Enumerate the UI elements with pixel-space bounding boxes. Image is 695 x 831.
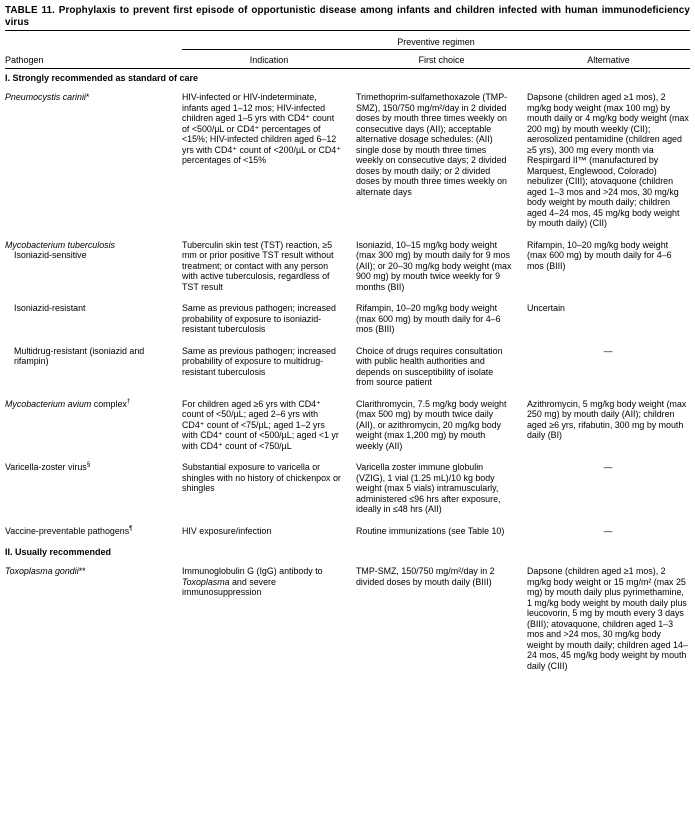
text-segment: Clarithromycin, 7.5 mg/kg body weight (max 500 mg) by mouth twice daily (AII), or azithromycin, 20 mg/kg body weight (max 1,200 mg) by mouth weekly (AII) [356, 398, 507, 451]
first-choice-cell [356, 526, 527, 537]
text-segment: Vaccine-preventable pathogens [5, 525, 130, 536]
text-segment: Tuberculin skin test (TST) reaction, ≥5 mm or prior positive TST result without treatment; or contact with any person with active tuberculosis, regardless of TST result [182, 239, 334, 292]
text-segment: Uncertain [527, 303, 565, 314]
alternative-cell [527, 526, 690, 537]
text-segment: Choice of drugs requires consultation with public health authorities and depends on susceptibility of isolate from source patient [356, 345, 503, 388]
text-segment: Dapsone (children aged ≥1 mos), 2 mg/kg body weight or 15 mg/m² (max 25 mg) by mouth daily plus pyrimethamine, 1 mg/kg body weight by mouth daily plus leucovorin, 5 mg by mouth every 3 days (BIII); atovaquone, children aged 1–3 mos and >24 mos, 30 mg/kg body weight by mouth daily; children aged 14–24 mos, 45 mg/kg body weight by mouth daily (CIII) [527, 566, 688, 671]
text-segment: HIV exposure/infection [182, 525, 272, 536]
text-segment: Isoniazid, 10–15 mg/kg body weight (max 300 mg) by mouth daily for 9 mos (AII); or 20–30 mg/kg body weight (max 900 mg) by mouth twice weekly for 9 months (BII) [356, 239, 512, 292]
italic-text: Pneumocystis carinii [5, 92, 86, 103]
pathogen-name [5, 399, 174, 410]
text-segment: Dapsone (children aged ≥1 mos), 2 mg/kg body weight (max 100 mg) by mouth daily or 4 mg/kg body weight (max 200 mg) by mouth weekly (CII); aerosolized pentamidine (children aged ≥5 yrs), 300 mg every month via Respirgard II™ (manufactured by Marquest, Englewood, Colorado) nebulizer (CIII); atovaquone (children aged 1–3 mos and >24 mos, 30 mg/kg body weight by mouth daily; children aged 4–24 mos, 45 mg/kg body weight by mouth daily) (CII) [527, 92, 689, 229]
first-choice-cell [356, 566, 527, 671]
text-segment: Routine immunizations (see Table 10) [356, 525, 505, 536]
footnote-marker: † [126, 397, 131, 405]
pathogen-subtype [5, 250, 174, 261]
indication-cell [182, 462, 356, 515]
first-choice-cell [356, 240, 527, 293]
text-segment: Rifampin, 10–20 mg/kg body weight (max 600 mg) by mouth daily for 4–6 mos (BIII) [356, 303, 501, 335]
text-segment: complex [91, 398, 127, 409]
pathogen-name [5, 92, 174, 103]
text-segment: Isoniazid-resistant [14, 303, 86, 314]
text-segment: Azithromycin, 5 mg/kg body weight (max 250 mg) by mouth daily (AII); children aged ≥6 yrs, rifabutin, 300 mg by mouth daily (BI) [527, 398, 687, 441]
italic-text: Mycobacterium avium [5, 398, 92, 409]
pathogen-name [5, 462, 174, 473]
indication-cell [182, 240, 356, 293]
text-segment: Varicella zoster immune globulin (VZIG), 1 vial (1.25 mL)/10 kg body weight (max 5 vials) intramuscularly, administered ≤96 hrs after exposure, ideally in ≤48 hrs (AII) [356, 462, 501, 515]
text-segment: HIV-infected or HIV-indeterminate, infants aged 1–12 mos; HIV-infected children aged 1–5 yrs with CD4⁺ count of <500/µL or CD4⁺ percentages of <15%; HIV-infected children aged 6–12 yrs with CD4⁺ count of <200/µL or CD4⁺ percentages of <15% [182, 92, 341, 166]
pathogen-cell [5, 462, 182, 515]
text-segment: Trimethoprim-sulfamethoxazole (TMP-SMZ), 150/750 mg/m²/day in 2 divided doses by mouth three times weekly on consecutive days (AII); acceptable alternative dosage schedules: (AII) single dose by mouth three times weekly on consecutive days; 2 divided doses by mouth daily; or 2 divided doses by mouth three times weekly on alternate days [356, 92, 508, 197]
pathogen-cell [5, 566, 182, 671]
text-segment: Same as previous pathogen; increased probability of exposure to isoniazid-resistant tuberculosis [182, 303, 336, 335]
pathogen-cell [5, 526, 182, 537]
text-segment: and severe immunosuppression [182, 576, 276, 598]
footnote-marker: ¶ [129, 524, 133, 532]
pathogen-name [5, 566, 174, 577]
indication-cell [182, 303, 356, 335]
alternative-cell [527, 92, 690, 229]
first-choice-cell [356, 462, 527, 515]
column-header-indication: Indication [249, 55, 289, 66]
alternative-cell [527, 462, 690, 515]
alternative-cell [527, 346, 690, 388]
pathogen-subtype [5, 346, 174, 367]
table-title: TABLE 11. Prophylaxis to prevent first episode of opportunistic disease among infants and children infected with human immunodeficiency virus [5, 5, 690, 28]
pathogen-cell [5, 346, 182, 388]
alternative-cell [527, 399, 690, 452]
column-header-alternative: Alternative [587, 55, 630, 66]
first-choice-cell [356, 303, 527, 335]
first-choice-cell [356, 346, 527, 388]
alternative-cell [527, 303, 690, 335]
text-segment: ** [78, 566, 86, 577]
text-segment: Isoniazid-sensitive [14, 250, 87, 261]
preventive-regimen-group-header: Preventive regimen [182, 31, 690, 50]
alternative-cell [527, 240, 690, 293]
footnote-marker: § [86, 461, 91, 469]
italic-text: Toxoplasma gondii [5, 566, 79, 577]
indication-cell [182, 92, 356, 229]
table-row [5, 462, 690, 515]
pathogen-name [5, 526, 174, 537]
indication-cell [182, 399, 356, 452]
text-segment: — [603, 525, 613, 536]
text-segment: For children aged ≥6 yrs with CD4⁺ count of <50/µL; aged 2–6 yrs with CD4⁺ count of <75/µL; aged 1–2 yrs with CD4⁺ count of <500/µL; aged <1 yr with CD4⁺ count of <750/µL [182, 398, 339, 451]
first-choice-cell [356, 92, 527, 229]
pathogen-cell [5, 92, 182, 229]
header-divider [5, 68, 690, 69]
pathogen-name [5, 240, 174, 251]
pathogen-cell [5, 303, 182, 335]
text-segment: Immunoglobulin G (IgG) antibody to [182, 566, 323, 577]
first-choice-cell [356, 399, 527, 452]
text-segment: — [603, 345, 613, 356]
table-header-group [5, 31, 690, 50]
text-segment: * [85, 92, 90, 103]
table-row [5, 566, 690, 671]
indication-cell [182, 346, 356, 388]
section-heading: I. Strongly recommended as standard of care [5, 73, 199, 84]
alternative-cell [527, 566, 690, 671]
pathogen-cell [5, 399, 182, 452]
column-header-row [5, 50, 690, 68]
table-row [5, 240, 690, 293]
text-segment: Same as previous pathogen; increased probability of exposure to multidrug-resistant tuberculosis [182, 345, 336, 377]
text-segment: TMP-SMZ, 150/750 mg/m²/day in 2 divided doses by mouth daily (BIII) [356, 566, 495, 587]
text-segment: Multidrug-resistant (isoniazid and rifampin) [14, 345, 145, 367]
table-row [5, 399, 690, 452]
pathogen-subtype [5, 303, 174, 314]
table-body [5, 73, 690, 671]
table-row [5, 526, 690, 537]
indication-cell [182, 566, 356, 671]
text-segment: Substantial exposure to varicella or shingles with no history of chickenpox or shingles [182, 462, 341, 494]
column-header-pathogen: Pathogen [5, 55, 44, 66]
section-heading: II. Usually recommended [5, 547, 112, 558]
text-segment: Rifampin, 10–20 mg/kg body weight (max 600 mg) by mouth daily for 4–6 mos (BIII) [527, 239, 672, 271]
pathogen-cell [5, 240, 182, 293]
table-row [5, 92, 690, 229]
table-row [5, 346, 690, 388]
table-row [5, 303, 690, 335]
italic-text: Toxoplasma [182, 576, 230, 587]
italic-text: Mycobacterium tuberculosis [5, 239, 115, 250]
column-header-first-choice: First choice [418, 55, 465, 66]
text-segment: Varicella-zoster virus [5, 462, 87, 473]
indication-cell [182, 526, 356, 537]
text-segment: — [603, 462, 613, 473]
